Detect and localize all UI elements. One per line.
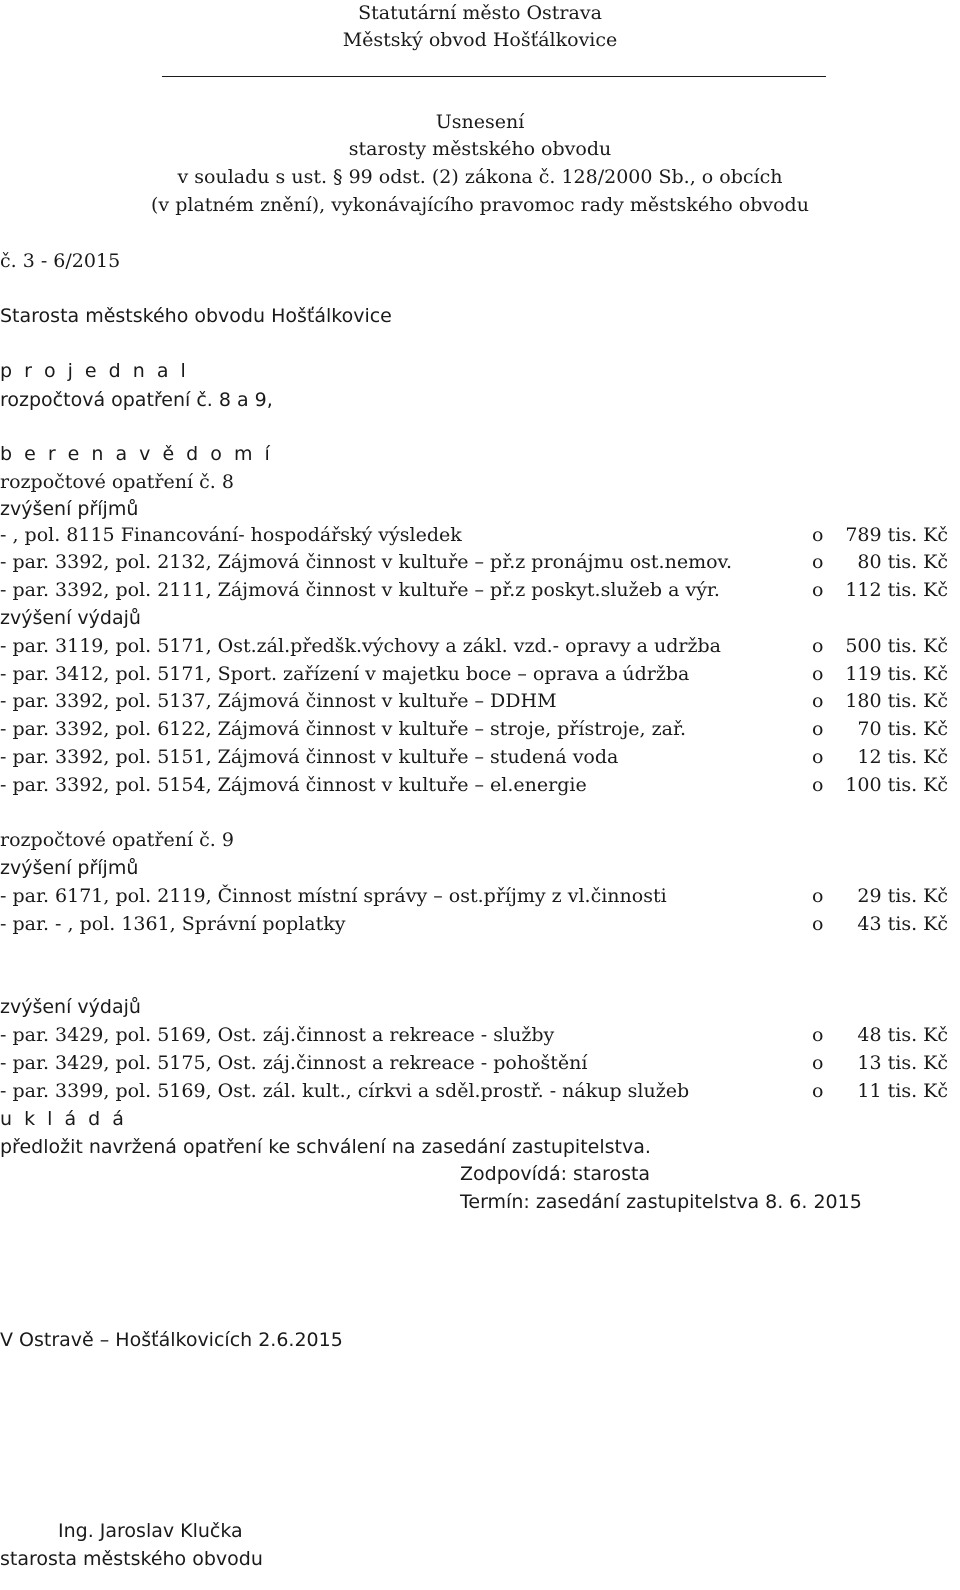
row-description: - par. 3392, pol. 2111, Zájmová činnost v kultuře – př.z poskyt.služeb a výr. xyxy=(0,579,720,601)
row-description: - par. 3392, pol. 5154, Zájmová činnost v kultuře – el.energie xyxy=(0,774,587,796)
row-marker: o xyxy=(812,1052,824,1074)
row-marker: o xyxy=(812,524,824,546)
ro8-income-heading: zvýšení příjmů xyxy=(0,498,139,520)
row-marker: o xyxy=(812,635,824,657)
row-marker: o xyxy=(812,579,824,601)
row-description: - par. 3392, pol. 2132, Zájmová činnost v kultuře – př.z pronájmu ost.nemov. xyxy=(0,551,733,573)
row-marker: o xyxy=(812,690,824,712)
row-amount: 70 tis. Kč xyxy=(857,718,948,740)
row-amount: 100 tis. Kč xyxy=(845,774,948,796)
row-amount: 180 tis. Kč xyxy=(845,690,948,712)
row-marker: o xyxy=(812,885,824,907)
row-description: - par. 3399, pol. 5169, Ost. zál. kult., církvi a sděl.prostř. - nákup služeb xyxy=(0,1080,690,1102)
projednal-heading: p r o j e d n a l xyxy=(0,360,189,382)
row-amount: 789 tis. Kč xyxy=(845,524,948,546)
row-marker: o xyxy=(812,551,824,573)
legal-basis-line: v souladu s ust. § 99 odst. (2) zákona č. 128/2000 Sb., o obcích xyxy=(177,166,783,188)
table-row xyxy=(0,549,960,575)
row-amount: 29 tis. Kč xyxy=(857,885,948,907)
row-marker: o xyxy=(812,913,824,935)
header-divider xyxy=(162,76,826,77)
table-row xyxy=(0,661,960,687)
table-row xyxy=(0,911,960,937)
row-description: - par. 3392, pol. 5151, Zájmová činnost v kultuře – studená voda xyxy=(0,746,619,768)
projednal-text: rozpočtová opatření č. 8 a 9, xyxy=(0,389,273,411)
row-amount: 119 tis. Kč xyxy=(845,663,948,685)
table-row xyxy=(0,688,960,714)
table-row xyxy=(0,744,960,770)
row-marker: o xyxy=(812,746,824,768)
uklada-heading: u k l á d á xyxy=(0,1108,127,1130)
row-amount: 43 tis. Kč xyxy=(857,913,948,935)
ro8-expense-heading: zvýšení výdajů xyxy=(0,607,141,629)
document-subtitle: starosty městského obvodu xyxy=(348,138,612,160)
row-marker: o xyxy=(812,663,824,685)
row-description: - par. 3429, pol. 5169, Ost. záj.činnost a rekreace - služby xyxy=(0,1024,555,1046)
row-marker: o xyxy=(812,1080,824,1102)
table-row xyxy=(0,522,960,548)
signatory-role: starosta městského obvodu xyxy=(0,1548,263,1570)
responsible-line: Zodpovídá: starosta xyxy=(460,1163,651,1185)
row-amount: 13 tis. Kč xyxy=(857,1052,948,1074)
row-description: - par. 3392, pol. 6122, Zájmová činnost v kultuře – stroje, přístroje, zař. xyxy=(0,718,686,740)
ro9-income-heading: zvýšení příjmů xyxy=(0,857,139,879)
row-description: - par. 6171, pol. 2119, Činnost místní správy – ost.příjmy z vl.činnosti xyxy=(0,885,667,907)
legal-basis-line-2: (v platném znění), vykonávajícího pravomoc rady městského obvodu xyxy=(151,194,809,216)
ro8-title: rozpočtové opatření č. 8 xyxy=(0,471,234,493)
row-description: - par. 3412, pol. 5171, Sport. zařízení v majetku boce – oprava a údržba xyxy=(0,663,690,685)
row-description: - par. - , pol. 1361, Správní poplatky xyxy=(0,913,346,935)
row-marker: o xyxy=(812,774,824,796)
table-row xyxy=(0,772,960,798)
table-row xyxy=(0,1078,960,1104)
document-title: Usnesení xyxy=(435,111,525,133)
deadline-line: Termín: zasedání zastupitelstva 8. 6. 2015 xyxy=(460,1191,862,1213)
row-description: - par. 3392, pol. 5137, Zájmová činnost v kultuře – DDHM xyxy=(0,690,557,712)
row-description: - par. 3119, pol. 5171, Ost.zál.předšk.výchovy a zákl. vzd.- opravy a udržba xyxy=(0,635,721,657)
row-marker: o xyxy=(812,718,824,740)
ro9-title: rozpočtové opatření č. 9 xyxy=(0,829,234,851)
table-row xyxy=(0,1050,960,1076)
table-row xyxy=(0,883,960,909)
uklada-text: předložit navržená opatření ke schválení na zasedání zastupitelstva. xyxy=(0,1136,651,1158)
row-amount: 11 tis. Kč xyxy=(857,1080,948,1102)
row-description: - , pol. 8115 Financování- hospodářský výsledek xyxy=(0,524,462,546)
actor-line: Starosta městského obvodu Hošťálkovice xyxy=(0,305,392,327)
row-amount: 112 tis. Kč xyxy=(845,579,948,601)
municipality-name: Statutární město Ostrava xyxy=(358,2,602,24)
row-amount: 80 tis. Kč xyxy=(857,551,948,573)
row-amount: 48 tis. Kč xyxy=(857,1024,948,1046)
table-row xyxy=(0,1022,960,1048)
signatory-name: Ing. Jaroslav Klučka xyxy=(58,1520,243,1542)
place-date: V Ostravě – Hošťálkovicích 2.6.2015 xyxy=(0,1329,343,1351)
table-row xyxy=(0,633,960,659)
row-amount: 500 tis. Kč xyxy=(845,635,948,657)
ro9-expense-heading: zvýšení výdajů xyxy=(0,996,141,1018)
row-description: - par. 3429, pol. 5175, Ost. záj.činnost a rekreace - pohoštění xyxy=(0,1052,588,1074)
bere-heading: b e r e n a v ě d o m í xyxy=(0,443,273,465)
row-amount: 12 tis. Kč xyxy=(857,746,948,768)
row-marker: o xyxy=(812,1024,824,1046)
resolution-number: č. 3 - 6/2015 xyxy=(0,250,121,272)
district-name: Městský obvod Hošťálkovice xyxy=(342,29,618,51)
table-row xyxy=(0,716,960,742)
table-row xyxy=(0,577,960,603)
